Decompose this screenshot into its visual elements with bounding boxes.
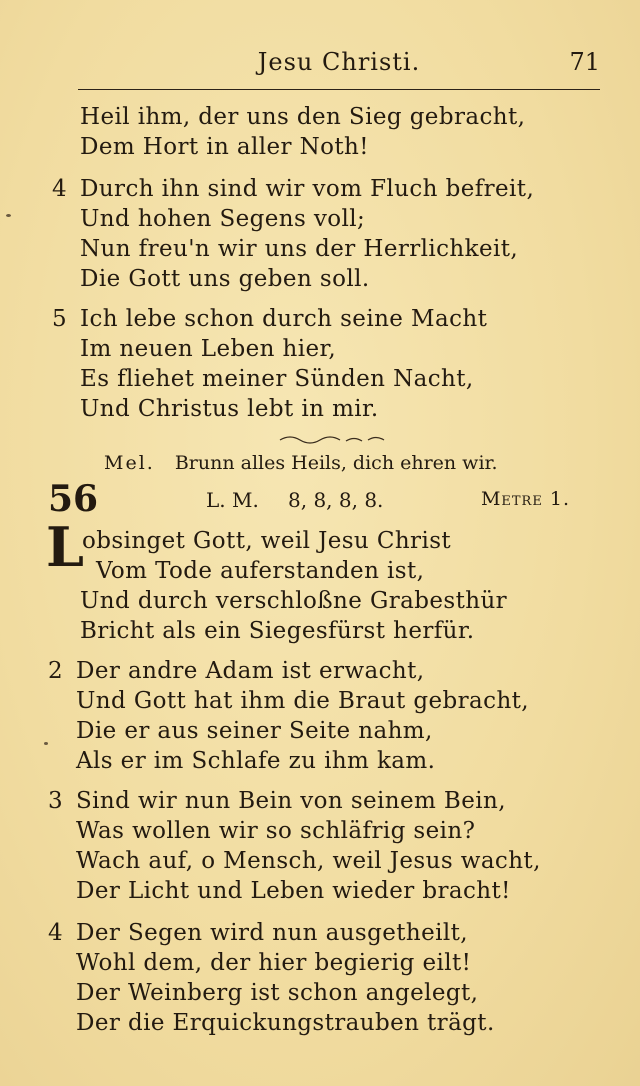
verse-line: Vom Tode auferstanden ist, xyxy=(96,558,425,584)
verse-line: Der andre Adam ist erwacht, xyxy=(76,658,425,684)
verse-line: Und Christus lebt in mir. xyxy=(80,396,379,422)
verse-line: Es fliehet meiner Sünden Nacht, xyxy=(80,366,474,392)
verse-number: 4 xyxy=(52,176,67,202)
verse-line: Und Gott hat ihm die Braut gebracht, xyxy=(76,688,530,714)
verse-number: 3 xyxy=(48,788,63,814)
verse-line: Die er aus seiner Seite nahm, xyxy=(76,718,433,744)
verse-line: Durch ihn sind wir vom Fluch befreit, xyxy=(80,176,535,202)
verse-line: Und hohen Segens voll; xyxy=(80,206,366,232)
page-header xyxy=(78,44,600,84)
metre-label: Metre 1. xyxy=(480,488,570,510)
verse-line: Heil ihm, der uns den Sieg gebracht, xyxy=(80,104,526,130)
syllable-count: 8, 8, 8, 8. xyxy=(288,488,384,512)
hymn-number: 56 xyxy=(48,478,99,520)
ornament-divider xyxy=(276,432,396,448)
verse-line: Und durch verschloßne Grabesthür xyxy=(80,588,508,614)
verse-line: Wach auf, o Mensch, weil Jesus wacht, xyxy=(76,848,541,874)
melody-line xyxy=(104,452,498,474)
verse-number: 4 xyxy=(48,920,63,946)
paper-speck xyxy=(6,214,11,217)
running-title: Jesu Christi. xyxy=(257,48,421,76)
verse-line: Der Segen wird nun ausgetheilt, xyxy=(76,920,469,946)
verse-line: Als er im Schlafe zu ihm kam. xyxy=(76,748,436,774)
verse-line: obsinget Gott, weil Jesu Christ xyxy=(82,528,452,554)
verse-line: Ich lebe schon durch seine Macht xyxy=(80,306,488,332)
verse-line: Im neuen Leben hier, xyxy=(80,336,337,362)
verse-line: Sind wir nun Bein von seinem Bein, xyxy=(76,788,506,814)
drop-cap: L xyxy=(46,515,84,579)
verse-line: Nun freu'n wir uns der Herrlichkeit, xyxy=(80,236,519,262)
page-number: 71 xyxy=(569,48,600,76)
verse-line: Der Licht und Leben wieder bracht! xyxy=(76,878,511,904)
verse-line: Was wollen wir so schläfrig sein? xyxy=(76,818,476,844)
verse-line: Bricht als ein Siegesfürst herfür. xyxy=(80,618,475,644)
paper-speck xyxy=(44,742,48,745)
meter: L. M. xyxy=(206,488,259,512)
verse-number: 2 xyxy=(48,658,63,684)
verse-number: 5 xyxy=(52,306,67,332)
verse-line: Wohl dem, der hier begierig eilt! xyxy=(76,950,472,976)
verse-line: Dem Hort in aller Noth! xyxy=(80,134,369,160)
header-rule xyxy=(78,89,600,90)
verse-line: Der die Erquickungstrauben trägt. xyxy=(76,1010,495,1036)
melody-label: Mel. xyxy=(104,452,155,474)
melody-title: Brunn alles Heils, dich ehren wir. xyxy=(174,452,498,474)
verse-line: Der Weinberg ist schon angelegt, xyxy=(76,980,479,1006)
verse-line: Die Gott uns geben soll. xyxy=(80,266,370,292)
